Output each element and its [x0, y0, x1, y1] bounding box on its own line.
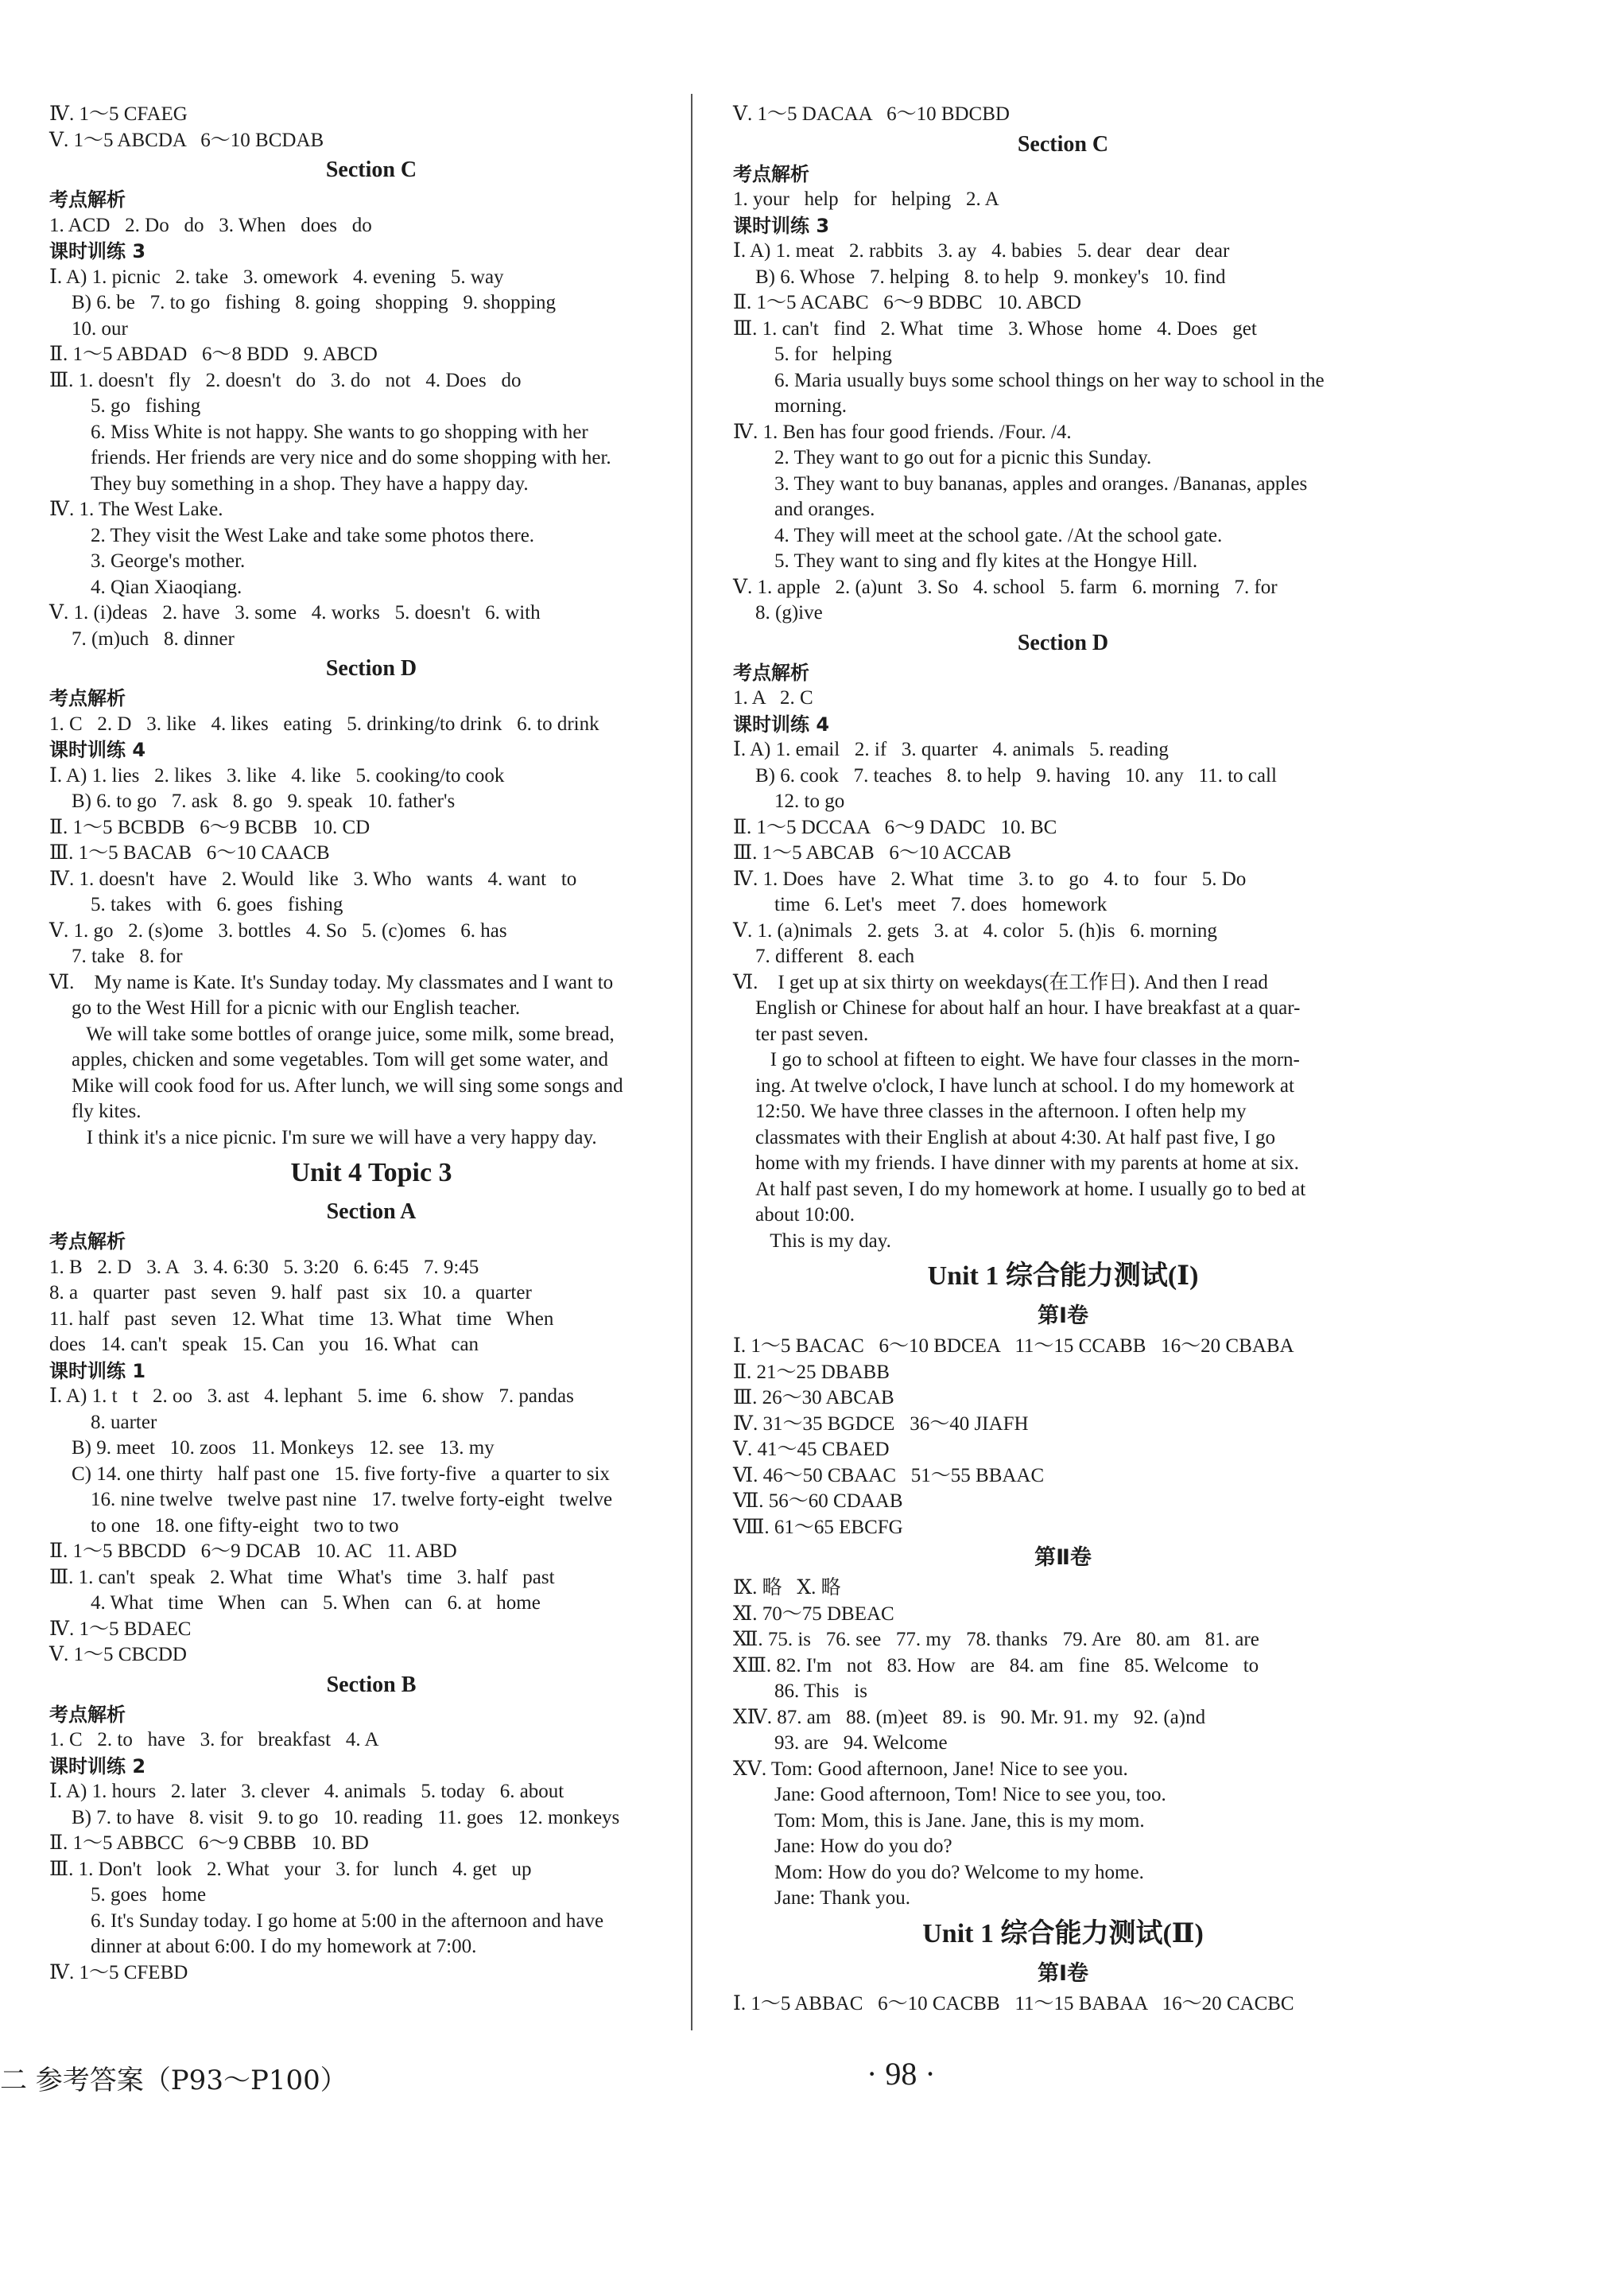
answer-line: 4. What time When can 5. When can 6. at home — [91, 1592, 541, 1614]
answer-line: home with my friends. I have dinner with my parents at home at six. — [755, 1152, 1299, 1174]
answer-line: 5. They want to sing and fly kites at the Hongye Hill. — [774, 550, 1198, 572]
answer-line: Ⅴ. 1～5 CBCDD — [49, 1644, 187, 1665]
answer-line: Ⅷ. 61～65 EBCFG — [733, 1516, 903, 1538]
unit-title: Unit 4 Topic 3 — [290, 1158, 452, 1187]
answer-line: Ⅴ. 41～45 CBAED — [733, 1439, 890, 1460]
answer-line: Ⅱ. 1～5 ABDAD 6～8 BDD 9. ABCD — [49, 344, 378, 365]
subsection-label: 考点解析 — [49, 1703, 126, 1726]
answer-line: 6. Miss White is not happy. She wants to go shopping with her — [91, 421, 588, 443]
answer-line: 7. (m)uch 8. dinner — [72, 627, 235, 650]
answer-line: Ⅲ. 1～5 BACAB 6～10 CAACB — [49, 842, 330, 864]
section-heading: Section B — [326, 1672, 417, 1697]
answer-line: 8. uarter — [91, 1411, 157, 1433]
answer-line: Ⅶ. 56～60 CDAAB — [733, 1490, 903, 1512]
answer-line: This is my day. — [755, 1230, 891, 1252]
answer-line: Ⅵ. I get up at six thirty on weekdays(在工作日). And then I read — [733, 971, 1268, 993]
answer-line: Ⅴ. 1～5 DACAA 6～10 BDCBD — [733, 103, 1010, 125]
answer-line: apples, chicken and some vegetables. Tom will get some water, and — [72, 1049, 609, 1070]
answer-line: to one 18. one fifty-eight two to two — [91, 1514, 399, 1536]
answer-line: Ⅰ. A) 1. t t 2. oo 3. ast 4. lephant 5. ime 6. show 7. pandas — [49, 1385, 574, 1407]
answer-line: Ⅰ. A) 1. meat 2. rabbits 3. ay 4. babies 5. dear dear dear — [733, 240, 1230, 262]
answer-line: 1. your help for helping 2. A — [733, 188, 999, 210]
answer-line: Ⅱ. 1～5 BCBDB 6～9 BCBB 10. CD — [49, 816, 370, 838]
answer-line: 12. to go — [774, 791, 845, 812]
answer-line: B) 7. to have 8. visit 9. to go 10. reading 11. goes 12. monkeys — [72, 1806, 620, 1828]
answer-line: friends. Her friends are very nice and do some shopping with her. — [91, 447, 611, 468]
section-heading: Section A — [326, 1199, 417, 1224]
answer-line: B) 6. cook 7. teaches 8. to help 9. having 10. any 11. to call — [755, 764, 1277, 787]
answer-line: classmates with their English at about 4:30. At half past five, I go — [755, 1126, 1276, 1148]
answer-line: Ⅺ. 70～75 DBEAC — [733, 1603, 894, 1625]
answer-line: time 6. Let's meet 7. does homework — [774, 894, 1108, 915]
answer-line: about 10:00. — [755, 1204, 855, 1226]
answer-column-left — [49, 102, 693, 1986]
answer-line: morning. — [774, 395, 847, 417]
answer-line: Ⅱ. 1～5 BBCDD 6～9 DCAB 10. AC 11. ABD — [49, 1540, 457, 1562]
answer-line: Mike will cook food for us. After lunch, we will sing some songs and — [72, 1074, 623, 1097]
answer-line: Ⅲ. 26～30 ABCAB — [733, 1387, 894, 1408]
answer-line: 4. They will meet at the school gate. /At the school gate. — [774, 524, 1223, 546]
answer-line: Ⅴ. 1. (a)nimals 2. gets 3. at 4. color 5. (h)is 6. morning — [733, 919, 1217, 942]
page-number: · 98 · — [867, 2056, 936, 2092]
answer-line: 6. It's Sunday today. I go home at 5:00 in the afternoon and have — [91, 1909, 604, 1932]
answer-line: ing. At twelve o'clock, I have lunch at school. I do my homework at — [755, 1074, 1294, 1097]
answer-line: and oranges. — [774, 499, 875, 520]
answer-line: B) 9. meet 10. zoos 11. Monkeys 12. see 13. my — [72, 1437, 495, 1459]
answer-line: B) 6. Whose 7. helping 8. to help 9. monkey's 10. find — [755, 266, 1226, 288]
answer-line: At half past seven, I do my homework at home. I usually go to bed at — [755, 1178, 1306, 1200]
subsection-label: 考点解析 — [733, 162, 809, 185]
answer-line: go to the West Hill for a picnic with our English teacher. — [72, 997, 521, 1019]
answer-line: We will take some bottles of orange juice, some milk, some bread, — [72, 1023, 615, 1045]
answer-line: Ⅳ. 1～5 CFEBD — [49, 1961, 188, 1983]
answer-line: Ⅳ. 1. The West Lake. — [49, 499, 223, 520]
answer-line: 3. They want to buy bananas, apples and oranges. /Bananas, apples — [774, 472, 1308, 495]
answer-line: Ⅴ. 1. (i)deas 2. have 3. some 4. works 5. doesn't 6. with — [49, 602, 541, 624]
subsection-label: 课时训练 1 — [49, 1359, 146, 1382]
answer-line: Ⅳ. 1. doesn't have 2. Would like 3. Who wants 4. want to — [49, 868, 577, 890]
answer-line: Ⅲ. 1. doesn't fly 2. doesn't do 3. do not 4. Does do — [49, 369, 522, 391]
answer-line: I think it's a nice picnic. I'm sure we will have a very happy day. — [72, 1126, 597, 1148]
answer-line: Ⅳ. 1～5 CFAEG — [49, 103, 188, 125]
answer-line: 2. They want to go out for a picnic this Sunday. — [774, 447, 1152, 468]
answer-line: 1. C 2. to have 3. for breakfast 4. A — [49, 1729, 379, 1750]
unit-title: Unit 1 综合能力测试(Ⅰ) — [927, 1261, 1199, 1291]
answer-line: Ⅳ. 31～35 BGDCE 36～40 JIAFH — [733, 1412, 1029, 1435]
answer-line: Tom: Mom, this is Jane. Jane, this is my mom. — [774, 1809, 1145, 1832]
answer-line: fly kites. — [72, 1101, 142, 1122]
subsection-label: 考点解析 — [49, 687, 126, 709]
answer-line: 1. C 2. D 3. like 4. likes eating 5. drinking/to drink 6. to drink — [49, 713, 599, 735]
answer-line: 86. This is — [774, 1680, 867, 1702]
section-heading: Section D — [325, 656, 417, 681]
subsection-label: 课时训练 3 — [733, 214, 830, 237]
answer-line: Ⅱ. 1～5 ABBCC 6～9 CBBB 10. BD — [49, 1832, 369, 1854]
paper-part-heading: 第Ⅰ卷 — [1037, 1303, 1089, 1328]
answer-line: Ⅵ. 46～50 CBAAC 51～55 BBAAC — [733, 1464, 1045, 1486]
answer-line: I go to school at fifteen to eight. We have four classes in the morn- — [755, 1049, 1300, 1070]
answer-line: ⅩⅣ. 87. am 88. (m)eet 89. is 90. Mr. 91. my 92. (a)nd — [733, 1706, 1206, 1728]
answer-line: 5. for helping — [774, 344, 892, 365]
answer-column-right — [733, 102, 1393, 2017]
answer-line: dinner at about 6:00. I do my homework at 7:00. — [91, 1936, 477, 1957]
answer-line: 93. are 94. Welcome — [774, 1732, 948, 1754]
answer-line: Ⅰ. 1～5 ABBAC 6～10 CACBB 11～15 BABAA 16～20 CACBC — [733, 1992, 1294, 2014]
section-heading: Section C — [325, 157, 417, 182]
answer-line: Ⅰ. A) 1. picnic 2. take 3. omework 4. evening 5. way — [49, 266, 504, 288]
answer-line: 10. our — [72, 317, 128, 340]
answer-line: B) 6. to go 7. ask 8. go 9. speak 10. father's — [72, 791, 456, 812]
answer-line: 1. B 2. D 3. A 3. 4. 6:30 5. 3:20 6. 6:45 7. 9:45 — [49, 1256, 479, 1278]
answer-line: Ⅴ. 1. go 2. (s)ome 3. bottles 4. So 5. (c)omes 6. has — [49, 919, 507, 942]
answer-line: Ⅱ. 21～25 DBABB — [733, 1361, 890, 1383]
answer-line: Ⅴ. 1～5 ABCDA 6～10 BCDAB — [49, 129, 324, 151]
answer-line: Jane: Thank you. — [774, 1887, 911, 1909]
answer-line: Ⅰ. A) 1. lies 2. likes 3. like 4. like 5. cooking/to cook — [49, 764, 505, 787]
answer-line: does 14. can't speak 15. Can you 16. What can — [49, 1334, 479, 1355]
answer-line: 7. take 8. for — [72, 946, 183, 967]
answer-line: Ⅵ. My name is Kate. It's Sunday today. My classmates and I want to — [49, 971, 614, 993]
answer-line: Ⅳ. 1. Ben has four good friends. /Four. /4. — [733, 421, 1072, 443]
answer-line: Ⅲ. 1. can't speak 2. What time What's time 3. half past — [49, 1566, 555, 1588]
answer-line: 5. takes with 6. goes fishing — [91, 894, 343, 915]
answer-line: 8. a quarter past seven 9. half past six 10. a quarter — [49, 1282, 532, 1303]
subsection-label: 考点解析 — [49, 188, 126, 211]
answer-line: ter past seven. — [755, 1023, 869, 1045]
answer-line: 6. Maria usually buys some school things on her way to school in the — [774, 369, 1325, 391]
answer-line: Ⅻ. 75. is 76. see 77. my 78. thanks 79. Are 80. am 81. are — [733, 1629, 1259, 1650]
answer-line: Ⅲ. 1. Don't look 2. What your 3. for lunch 4. get up — [49, 1858, 532, 1880]
answer-line: Ⅱ. 1～5 DCCAA 6～9 DADC 10. BC — [733, 816, 1057, 838]
answer-line: Mom: How do you do? Welcome to my home. — [774, 1861, 1144, 1883]
answer-line: Ⅱ. 1～5 ACABC 6～9 BDBC 10. ABCD — [733, 292, 1081, 313]
answer-line: 8. (g)ive — [755, 602, 823, 624]
answer-line: 5. goes home — [91, 1884, 207, 1906]
answer-line: 7. different 8. each — [755, 946, 915, 967]
answer-line: 3. George's mother. — [91, 550, 246, 572]
answer-line: B) 6. be 7. to go fishing 8. going shopping 9. shopping — [72, 292, 557, 313]
unit-title: Unit 1 综合能力测试(Ⅱ) — [922, 1918, 1204, 1948]
answer-line: They buy something in a shop. They have a happy day. — [91, 472, 529, 495]
footer-section-label: 二 参考答案（P93～P100） — [0, 2065, 347, 2096]
answer-line: Ⅳ. 1～5 BDAEC — [49, 1618, 192, 1640]
answer-line: ⅩⅢ. 82. I'm not 83. How are 84. am fine 85. Welcome to — [733, 1654, 1259, 1676]
answer-line: English or Chinese for about half an hour. I have breakfast at a quar- — [755, 997, 1301, 1019]
section-heading: Section C — [1017, 131, 1109, 157]
answer-line: 1. A 2. C — [733, 687, 813, 709]
answer-line: Ⅸ. 略 Ⅹ. 略 — [733, 1577, 841, 1599]
answer-line: 11. half past seven 12. What time 13. What time When — [49, 1307, 554, 1330]
paper-part-heading: 第Ⅱ卷 — [1034, 1545, 1092, 1570]
answer-line: Ⅲ. 1～5 ABCAB 6～10 ACCAB — [733, 842, 1011, 864]
answer-line: 5. go fishing — [91, 395, 201, 417]
subsection-label: 课时训练 4 — [733, 713, 830, 736]
subsection-label: 考点解析 — [733, 661, 809, 684]
answer-line: Ⅰ. 1～5 BACAC 6～10 BDCEA 11～15 CCABB 16～20 CBABA — [733, 1335, 1294, 1357]
subsection-label: 课时训练 2 — [49, 1754, 146, 1777]
section-heading: Section D — [1017, 630, 1109, 655]
answer-line: 16. nine twelve twelve past nine 17. twelve forty-eight twelve — [91, 1489, 613, 1510]
answer-line: 12:50. We have three classes in the afternoon. I often help my — [755, 1101, 1247, 1122]
answer-line: ⅩⅤ. Tom: Good afternoon, Jane! Nice to see you. — [733, 1758, 1128, 1780]
subsection-label: 课时训练 3 — [49, 240, 146, 262]
paper-part-heading: 第Ⅰ卷 — [1037, 1960, 1089, 1986]
answer-line: Ⅳ. 1. Does have 2. What time 3. to go 4. to four 5. Do — [733, 868, 1247, 890]
answer-line: 2. They visit the West Lake and take some photos there. — [91, 524, 535, 546]
answer-line: C) 14. one thirty half past one 15. five forty-five a quarter to six — [72, 1463, 610, 1485]
answer-line: Ⅲ. 1. can't find 2. What time 3. Whose home 4. Does get — [733, 317, 1257, 340]
subsection-label: 课时训练 4 — [49, 739, 146, 761]
answer-line: 4. Qian Xiaoqiang. — [91, 576, 242, 598]
answer-line: Ⅰ. A) 1. email 2. if 3. quarter 4. animals 5. reading — [733, 739, 1169, 760]
answer-line: Jane: Good afternoon, Tom! Nice to see you, too. — [774, 1784, 1166, 1805]
answer-line: Jane: How do you do? — [774, 1836, 952, 1857]
answer-line: Ⅴ. 1. apple 2. (a)unt 3. So 4. school 5. farm 6. morning 7. for — [733, 576, 1278, 598]
answer-line: 1. ACD 2. Do do 3. When does do — [49, 214, 372, 236]
answer-line: Ⅰ. A) 1. hours 2. later 3. clever 4. animals 5. today 6. about — [49, 1781, 564, 1802]
subsection-label: 考点解析 — [49, 1230, 126, 1253]
